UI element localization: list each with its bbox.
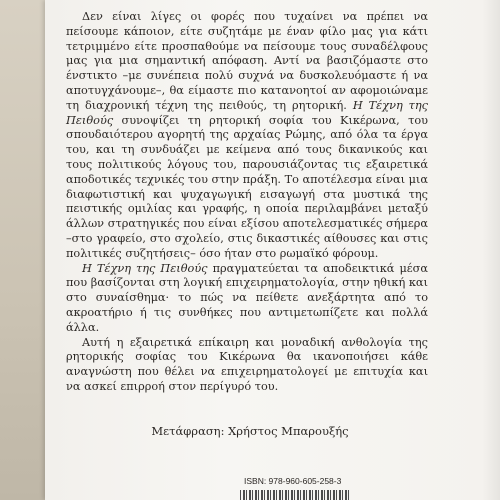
blurb-paragraph-1 <box>66 10 428 262</box>
paragraph-1-text: Δεν είναι λίγες οι φορές που τυχαίνει να πρέπει να πείσουμε κάποιον, είτε συζητάμε με έναν φίλο μας για κάτι τετριμμένο είτε προσπαθούμε να πείσουμε τους συναδέλφους μας για μια σημαντική απόφαση. Αντί να βασιζόμαστε στο ένστικτο –με συνέπεια πολύ συχνά να δυσκολευόμαστε ή να αποτυγχάνουμε–, θα είμαστε πιο κατανοητοί αν αφομοιώναμε τη διαχρονική τέχνη της πειθούς, τη ρητορική. <box>66 10 428 112</box>
paragraph-2-rest: πραγματεύεται τα αποδεικτικά μέσα που βασίζονται στη λογική επιχειρηματολογία, στην ηθική και στο συναίσθημα· το πώς να πείθετε ανεξάρτητα από το ακροατήριο ή τις συνθήκες που αντιμετωπίζετε και πολλά άλλα. <box>66 261 428 334</box>
blurb-paragraph-2 <box>66 262 428 336</box>
translator-credit: Μετάφραση: Χρήστος Μπαρουξής <box>151 424 349 438</box>
book-title-inline-2: Η Τέχνη της Πειθούς <box>82 261 208 275</box>
isbn-label: ISBN: 978-960-605-258-3 <box>244 476 342 486</box>
barcode-graphic <box>240 490 350 500</box>
book-title-inline: Η Τέχνη της Πειθούς <box>66 98 428 127</box>
paragraph-1-rest: συνοψίζει τη ρητορική σοφία του Κικέρωνα, του σπουδαιότερου αγορητή της αρχαίας Ρώμης, από όλα τα έργα του, και τη συνδυάζει με κείμενα από τους δικανικούς και τους πολιτικούς λόγους του, παρουσιάζοντας τις εξαιρετικά αποδοτικές τεχνικές του στην πράξη. Το αποτέλεσμα είναι μια διαφωτιστική και ψυχαγωγική εισαγωγή στα μυστικά της πειστικής ομιλίας και γραφής, η οποία περιλαμβάνει μεταξύ άλλων στρατηγικές που είναι εξίσου αποτελεσματικές σήμερα –στο γραφείο, στο σχολείο, στις δικαστικές αίθουσες και στις πολιτικές συζητήσεις– όσο ήταν στο ρωμαϊκό φόρουμ. <box>66 113 428 260</box>
blurb-text <box>66 10 428 395</box>
blurb-paragraph-3: Αυτή η εξαιρετικά επίκαιρη και μοναδική ανθολογία της ρητορικής σοφίας του Κικέρωνα θα ικανοποιήσει κάθε αναγνώστη που θέλει να επιχειρηματολογεί με επιτυχία και να ασκεί επιρροή στον περίγυρό του. <box>66 335 428 393</box>
